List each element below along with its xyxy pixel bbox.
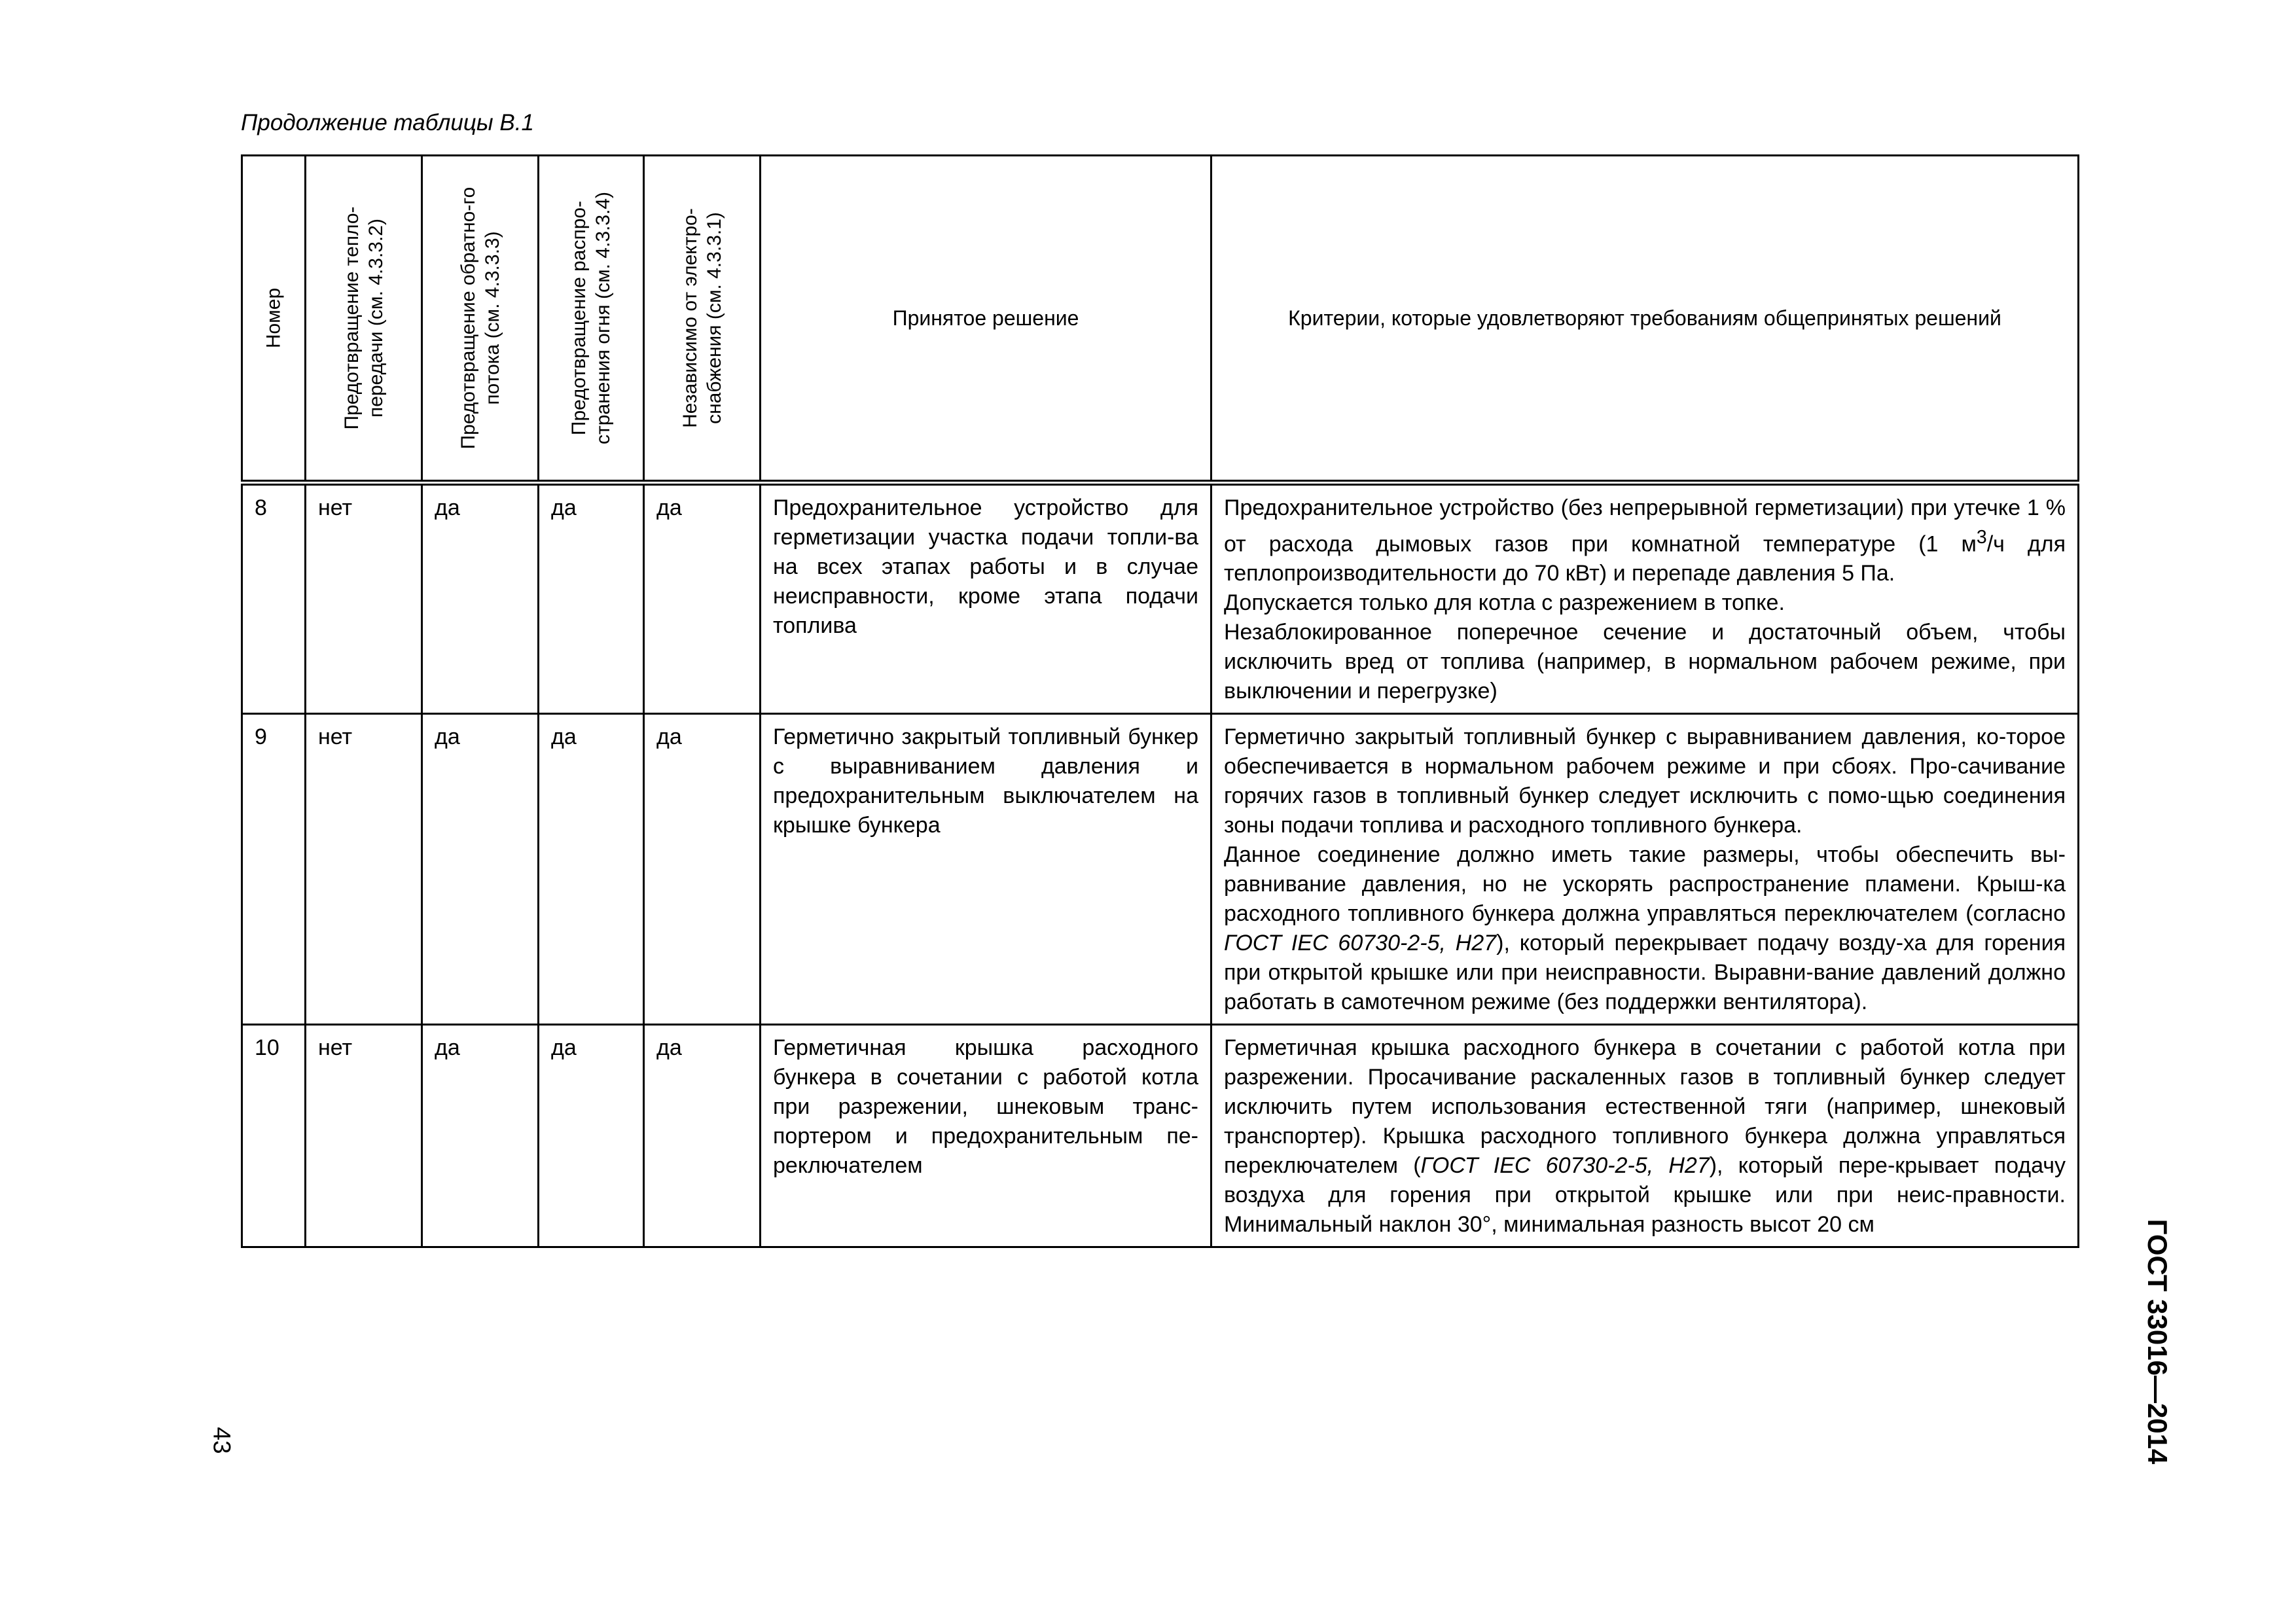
cell-heat-transfer: нет — [306, 714, 422, 1025]
cell-fire-spread: да — [539, 714, 644, 1025]
header-heat-transfer: Предотвращение тепло-передачи (см. 4.3.3.2) — [306, 156, 422, 483]
cell-power-independent: да — [644, 714, 761, 1025]
cell-backflow: да — [422, 714, 539, 1025]
criteria-paragraph: Незаблокированное поперечное сечение и достаточный объем, чтобы исключить вред от топлива (например, в нормальном рабочем режиме, при выключении и перегрузке) — [1224, 620, 2066, 704]
table-header-row — [242, 156, 2079, 483]
header-backflow: Предотвращение обратно-го потока (см. 4.3.3.3) — [422, 156, 539, 483]
criteria-paragraph: Предохранительное устройство (без непрерывной герметизации) при утечке 1 % от расхода дымовых газов при комнатной температуре (1 $м^3/ч$ для теплопроизводительности до 70 кВт) и перепаде давления 5 Па. — [1224, 495, 2066, 586]
cell-fire-spread: да — [539, 1025, 644, 1247]
standard-reference: ГОСТ IEC 60730-2-5, Н27 — [1224, 931, 1497, 956]
cell-backflow: да — [422, 1025, 539, 1247]
header-criteria: Критерии, которые удовлетворяют требованиям общепринятых решений — [1211, 156, 2079, 483]
header-number: Номер — [242, 156, 306, 483]
document-code: ГОСТ 33016—2014 — [2142, 1219, 2173, 1465]
table-row — [242, 1025, 2079, 1247]
cell-heat-transfer: нет — [306, 483, 422, 714]
cell-solution: Герметичная крышка расходного бункера в сочетании с работой котла при разрежении, шнековым транс-портером и предохранительным пе-реключателем — [761, 1025, 1211, 1247]
header-fire-spread: Предотвращение распро-странения огня (см. 4.3.3.4) — [539, 156, 644, 483]
table-caption: Продолжение таблицы В.1 — [241, 110, 534, 135]
header-power-independent: Независимо от электро-снабжения (см. 4.3.3.1) — [644, 156, 761, 483]
page-number: 43 — [208, 1427, 236, 1454]
cell-number: 8 — [242, 483, 306, 714]
standard-reference: ГОСТ IEC 60730-2-5, Н27 — [1420, 1153, 1710, 1179]
cell-heat-transfer: нет — [306, 1025, 422, 1247]
cell-fire-spread: да — [539, 483, 644, 714]
header-solution: Принятое решение — [761, 156, 1211, 483]
cell-power-independent: да — [644, 483, 761, 714]
cell-criteria — [1211, 714, 2079, 1025]
criteria-paragraph: Данное соединение должно иметь такие размеры, чтобы обеспечить вы-равнивание давления, но не ускорять распространение пламени. Крыш-ка расходного топливного бункера должна управляться переключателем (согласно ГОСТ IEC 60730-2-5, Н27), который перекрывает подачу возду-ха для горения при открытой крышке или при неисправности. Выравни-вание давлений должно работать в самотечном режиме (без поддержки вентилятора). — [1224, 842, 2066, 1015]
criteria-paragraph: Допускается только для котла с разрежением в топке. — [1224, 590, 1785, 616]
cell-power-independent: да — [644, 1025, 761, 1247]
table-row — [242, 483, 2079, 714]
cell-solution: Предохранительное устройство для герметизации участка подачи топли-ва на всех этапах работы и в случае неисправности, кроме этапа подачи топлива — [761, 483, 1211, 714]
cell-number: 9 — [242, 714, 306, 1025]
criteria-paragraph: Герметично закрытый топливный бункер с выравниванием давления, ко-торое обеспечивается в нормальном рабочем режиме и при сбоях. Про-сачивание горячих газов в топливный бункер следует исключить с помо-щью соединения зоны подачи топлива и расходного топливного бункера. — [1224, 724, 2066, 838]
cell-number: 10 — [242, 1025, 306, 1247]
cell-solution: Герметично закрытый топливный бункер с выравниванием давления и предохранительным выключателем на крышке бункера — [761, 714, 1211, 1025]
cell-criteria — [1211, 483, 2079, 714]
requirements-table — [241, 154, 2079, 1248]
cell-backflow: да — [422, 483, 539, 714]
table-row — [242, 714, 2079, 1025]
cell-criteria: Герметичная крышка расходного бункера в сочетании с работой котла при разрежении. Просачивание раскаленных газов в топливный бункер следует исключить путем использования естественной тяги (например, шнековый транспортер). Крышка расходного топливного бункера должна управляться переключателем (ГОСТ IEC 60730-2-5, Н27), который пере-крывает подачу воздуха для горения при открытой крышке или при неис-правности. Минимальный наклон 30°, минимальная разность высот 20 см — [1211, 1025, 2079, 1247]
